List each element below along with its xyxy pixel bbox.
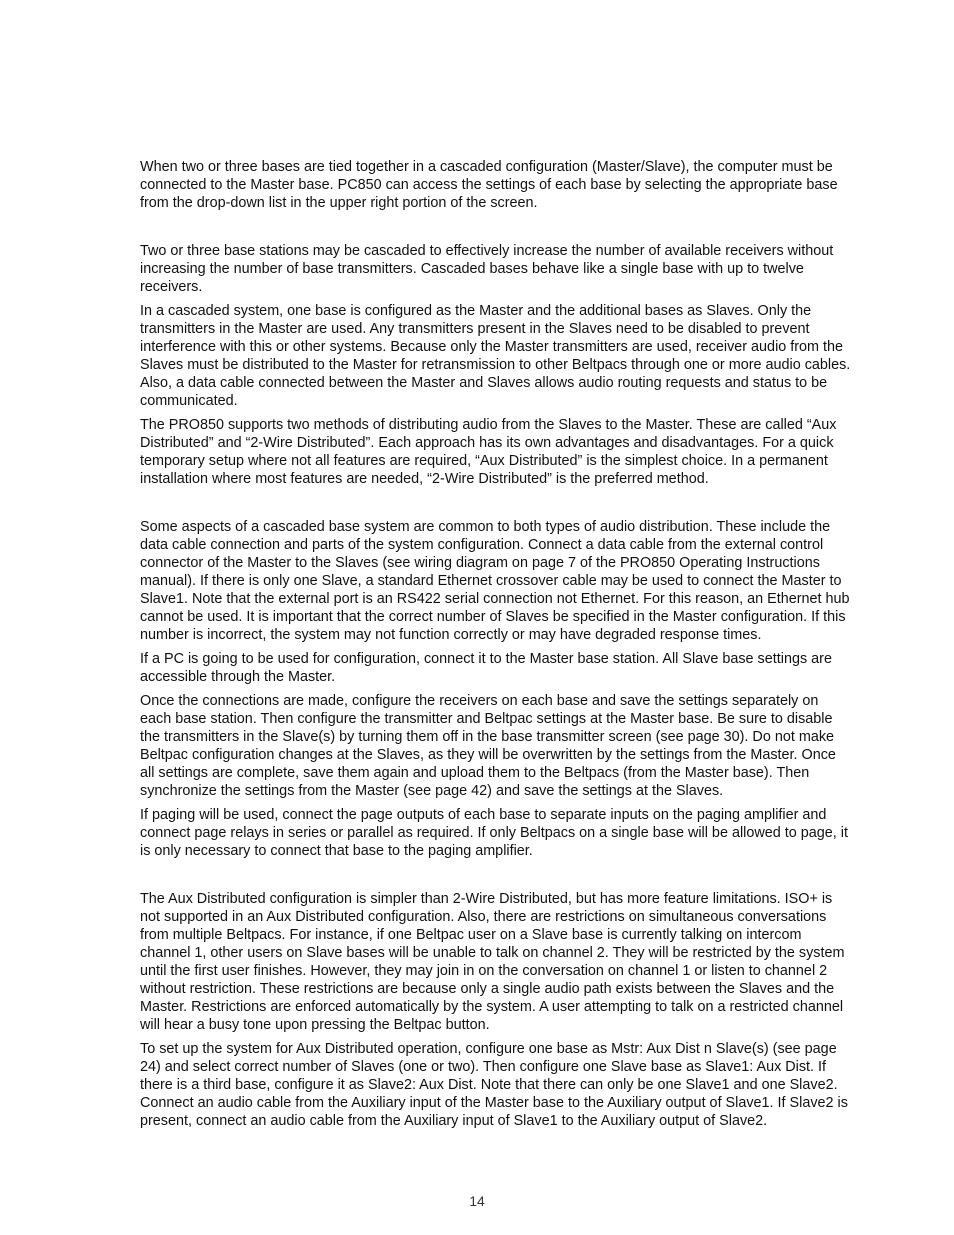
paragraph-pc-configuration: If a PC is going to be used for configuration, connect it to the Master base station. All Slave base settings are accessible through the Master. bbox=[140, 651, 832, 685]
paragraph-cascade-overview: Two or three base stations may be cascaded to effectively increase the number of available receivers without increasing the number of base transmitters. Cascaded bases behave like a single base with up to twelve receivers. bbox=[140, 243, 834, 295]
paragraph-common-aspects: Some aspects of a cascaded base system are common to both types of audio distribution. These include the data cable connection and parts of the system configuration. Connect a data cable from the external control connector of the Master to the Slaves (see wiring diagram on page 7 of the PRO850 Operating Instructions manual). If there is only one Slave, a standard Ethernet crossover cable may be used to connect the Master to Slave1. Note that the external port is an RS422 serial connection not Ethernet. For this reason, an Ethernet hub cannot be used. It is important that the correct number of Slaves be specified in the Master configuration. If this number is incorrect, the system may not function correctly or may have degraded response times. bbox=[140, 519, 850, 643]
document-body bbox=[140, 158, 852, 1130]
paragraph-connection-steps: Once the connections are made, configure the receivers on each base and save the settings separately on each base station. Then configure the transmitter and Beltpac settings at the Master base. Be sure to disable the transmitters in the Slave(s) by turning them off in the base transmitter screen (see page 30). Do not make Beltpac configuration changes at the Slaves, as they will be overwritten by the settings from the Master. Once all settings are complete, save them again and upload them to the Beltpacs (from the Master base). Then synchronize the settings from the Master (see page 42) and save the settings at the Slaves. bbox=[140, 693, 836, 799]
paragraph-intro: When two or three bases are tied together in a cascaded configuration (Master/Slave), the computer must be connected to the Master base. PC850 can access the settings of each base by selecting the appropriate base from the drop-down list in the upper right portion of the screen. bbox=[140, 159, 838, 211]
page-number: 14 bbox=[469, 1193, 485, 1209]
paragraph-aux-setup: To set up the system for Aux Distributed operation, configure one base as Mstr: Aux Dist n Slave(s) (see page 24) and select correct number of Slaves (one or two). Then configure one Slave base as Slave1: Aux Dist. If there is a third base, configure it as Slave2: Aux Dist. Note that there can only be one Slave1 and one Slave2. Connect an audio cable from the Auxiliary input of the Master base to the Auxiliary output of Slave1. If Slave2 is present, connect an audio cable from the Auxiliary input of Slave1 to the Auxiliary output of Slave2. bbox=[140, 1041, 848, 1129]
paragraph-paging: If paging will be used, connect the page outputs of each base to separate inputs on the paging amplifier and connect page relays in series or parallel as required. If only Beltpacs on a single base will be allowed to page, it is only necessary to connect that base to the paging amplifier. bbox=[140, 807, 848, 859]
paragraph-master-slave: In a cascaded system, one base is configured as the Master and the additional bases as Slaves. Only the transmitters in the Master are used. Any transmitters present in the Slaves need to be disabled to prevent interference with this or other systems. Because only the Master transmitters are used, receiver audio from the Slaves must be distributed to the Master for retransmission to other Beltpacs through one or more audio cables. Also, a data cable connected between the Master and Slaves allows audio routing requests and status to be communicated. bbox=[140, 303, 851, 409]
paragraph-distribution-methods: The PRO850 supports two methods of distributing audio from the Slaves to the Master. These are called “Aux Distributed” and “2-Wire Distributed”. Each approach has its own advantages and disadvantages. For a quick temporary setup where not all features are required, “Aux Distributed” is the simplest choice. In a permanent installation where most features are needed, “2-Wire Distributed” is the preferred method. bbox=[140, 417, 837, 487]
paragraph-aux-distributed: The Aux Distributed configuration is simpler than 2-Wire Distributed, but has more feature limitations. ISO+ is not supported in an Aux Distributed configuration. Also, there are restrictions on simultaneous conversations from multiple Beltpacs. For instance, if one Beltpac user on a Slave base is currently talking on intercom channel 1, other users on Slave bases will be unable to talk on channel 2. They will be restricted by the system until the first user finishes. However, they may join in on the conversation on channel 1 or listen to channel 2 without restriction. These restrictions are because only a single audio path exists between the Slaves and the Master. Restrictions are enforced automatically by the system. A user attempting to talk on a restricted channel will hear a busy tone upon pressing the Beltpac button. bbox=[140, 891, 845, 1033]
